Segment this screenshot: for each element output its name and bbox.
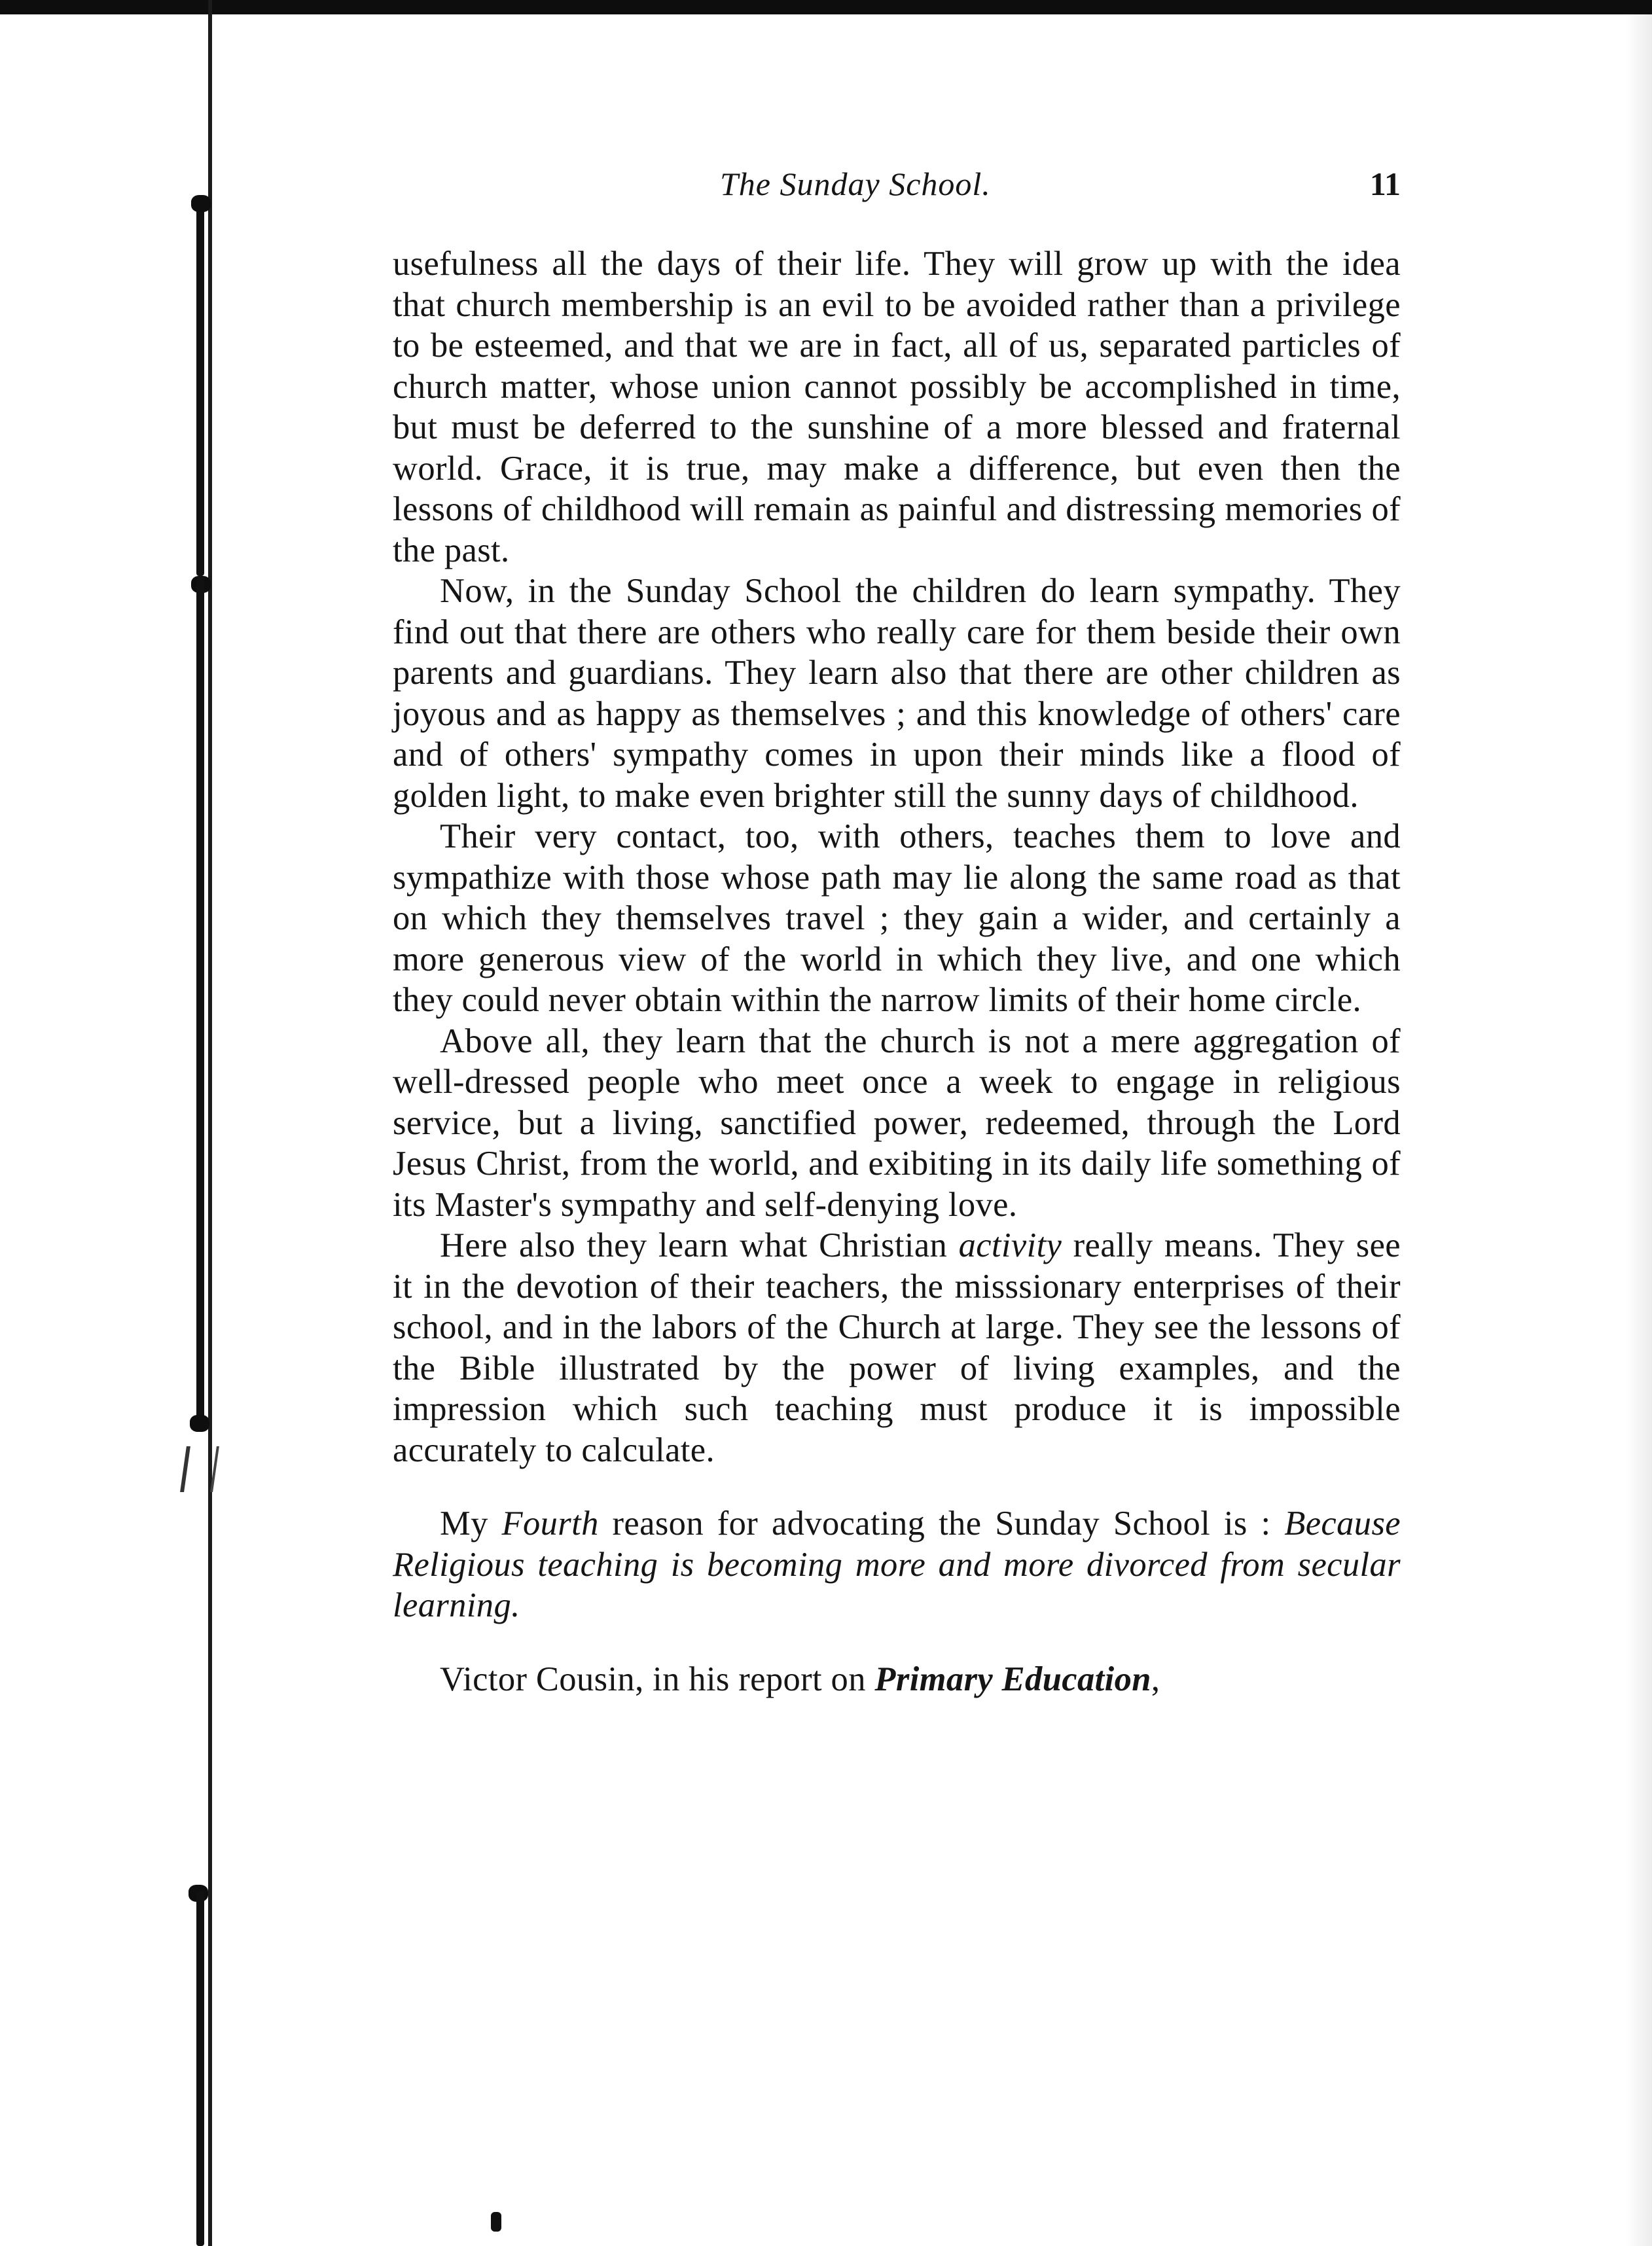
text-run: My bbox=[440, 1505, 502, 1542]
reason-paragraph bbox=[393, 1503, 1401, 1626]
running-head bbox=[393, 165, 1401, 211]
binding-stitch bbox=[190, 1415, 209, 1432]
paragraph bbox=[393, 1225, 1401, 1471]
paragraph: usefulness all the days of their life. They will grow up with the idea that church membership is an evil to be avoided rather than a privilege to be esteemed, and that we are in fact, all of us, separated particles of church matter, whose union cannot possibly be accomplished in time, but must be deferred to the sunshine of a more blessed and fraternal world. Grace, it is true, may make a difference, but even then the lessons of childhood will remain as painful and distressing memories of the past. bbox=[393, 245, 1401, 569]
paragraph: Their very contact, too, with others, teaches them to love and sympathize with those whose path may lie along the same road as that on which they themselves travel ; they gain a wider, and certainly a more generous view of the world in which they live, and one which they could never obtain within the narrow limits of their home circle. bbox=[393, 817, 1401, 1019]
scan-top-edge bbox=[0, 0, 1652, 14]
ink-mark bbox=[491, 2212, 501, 2232]
paragraph bbox=[393, 1659, 1401, 1700]
binding-thread bbox=[196, 1891, 204, 2246]
text-run: reason for advocating the Sunday School is : bbox=[598, 1505, 1285, 1542]
text-run: Victor Cousin, in his report on bbox=[440, 1660, 875, 1698]
binding-thread bbox=[196, 576, 204, 1420]
binding-mark bbox=[180, 1446, 219, 1492]
text-run: Here also they learn what Christian bbox=[440, 1226, 959, 1264]
text-run: really means. They see it in the devotion of their teachers, the misssionary enterprises of their school, and in the labors of the Church at large. They see the lessons of the Bible illustrated by the power of living examples, and the impression which such teaching must produce it is impossible accurately to calculate. bbox=[393, 1226, 1401, 1469]
paragraph: Now, in the Sunday School the children do learn sympathy. They find out that there are others who really care for them beside their own parents and guardians. They learn also that there are other children as joyous and as happy as themselves ; and this knowledge of others' care and of others' sympathy comes in upon their minds like a flood of golden light, to make even brighter still the sunny days of childhood. bbox=[393, 572, 1401, 815]
gutter-rule bbox=[208, 0, 212, 2246]
body-text bbox=[393, 243, 1401, 1700]
page-number: 11 bbox=[1369, 166, 1401, 202]
italic-title: Primary Education bbox=[874, 1660, 1151, 1698]
paragraph: Above all, they learn that the church is not a mere aggregation of well-dressed people who meet once a week to engage in religious service, but a living, sanctified power, redeemed, through the Lord Jesus Christ, from the world, and exibiting in its daily life something of its Master's sympathy and self-denying love. bbox=[393, 1022, 1401, 1224]
binding-thread bbox=[196, 196, 204, 576]
italic-term: Fourth bbox=[501, 1505, 599, 1542]
text-run: , bbox=[1151, 1660, 1160, 1698]
italic-reason: Because Religious teaching is becoming more and more divorced from secular learning. bbox=[393, 1505, 1401, 1624]
italic-term: activity bbox=[958, 1226, 1062, 1264]
book-page bbox=[393, 165, 1401, 1700]
scan-right-edge bbox=[1626, 14, 1652, 2246]
running-title: The Sunday School. bbox=[720, 166, 991, 202]
binding-stitch bbox=[191, 195, 211, 212]
